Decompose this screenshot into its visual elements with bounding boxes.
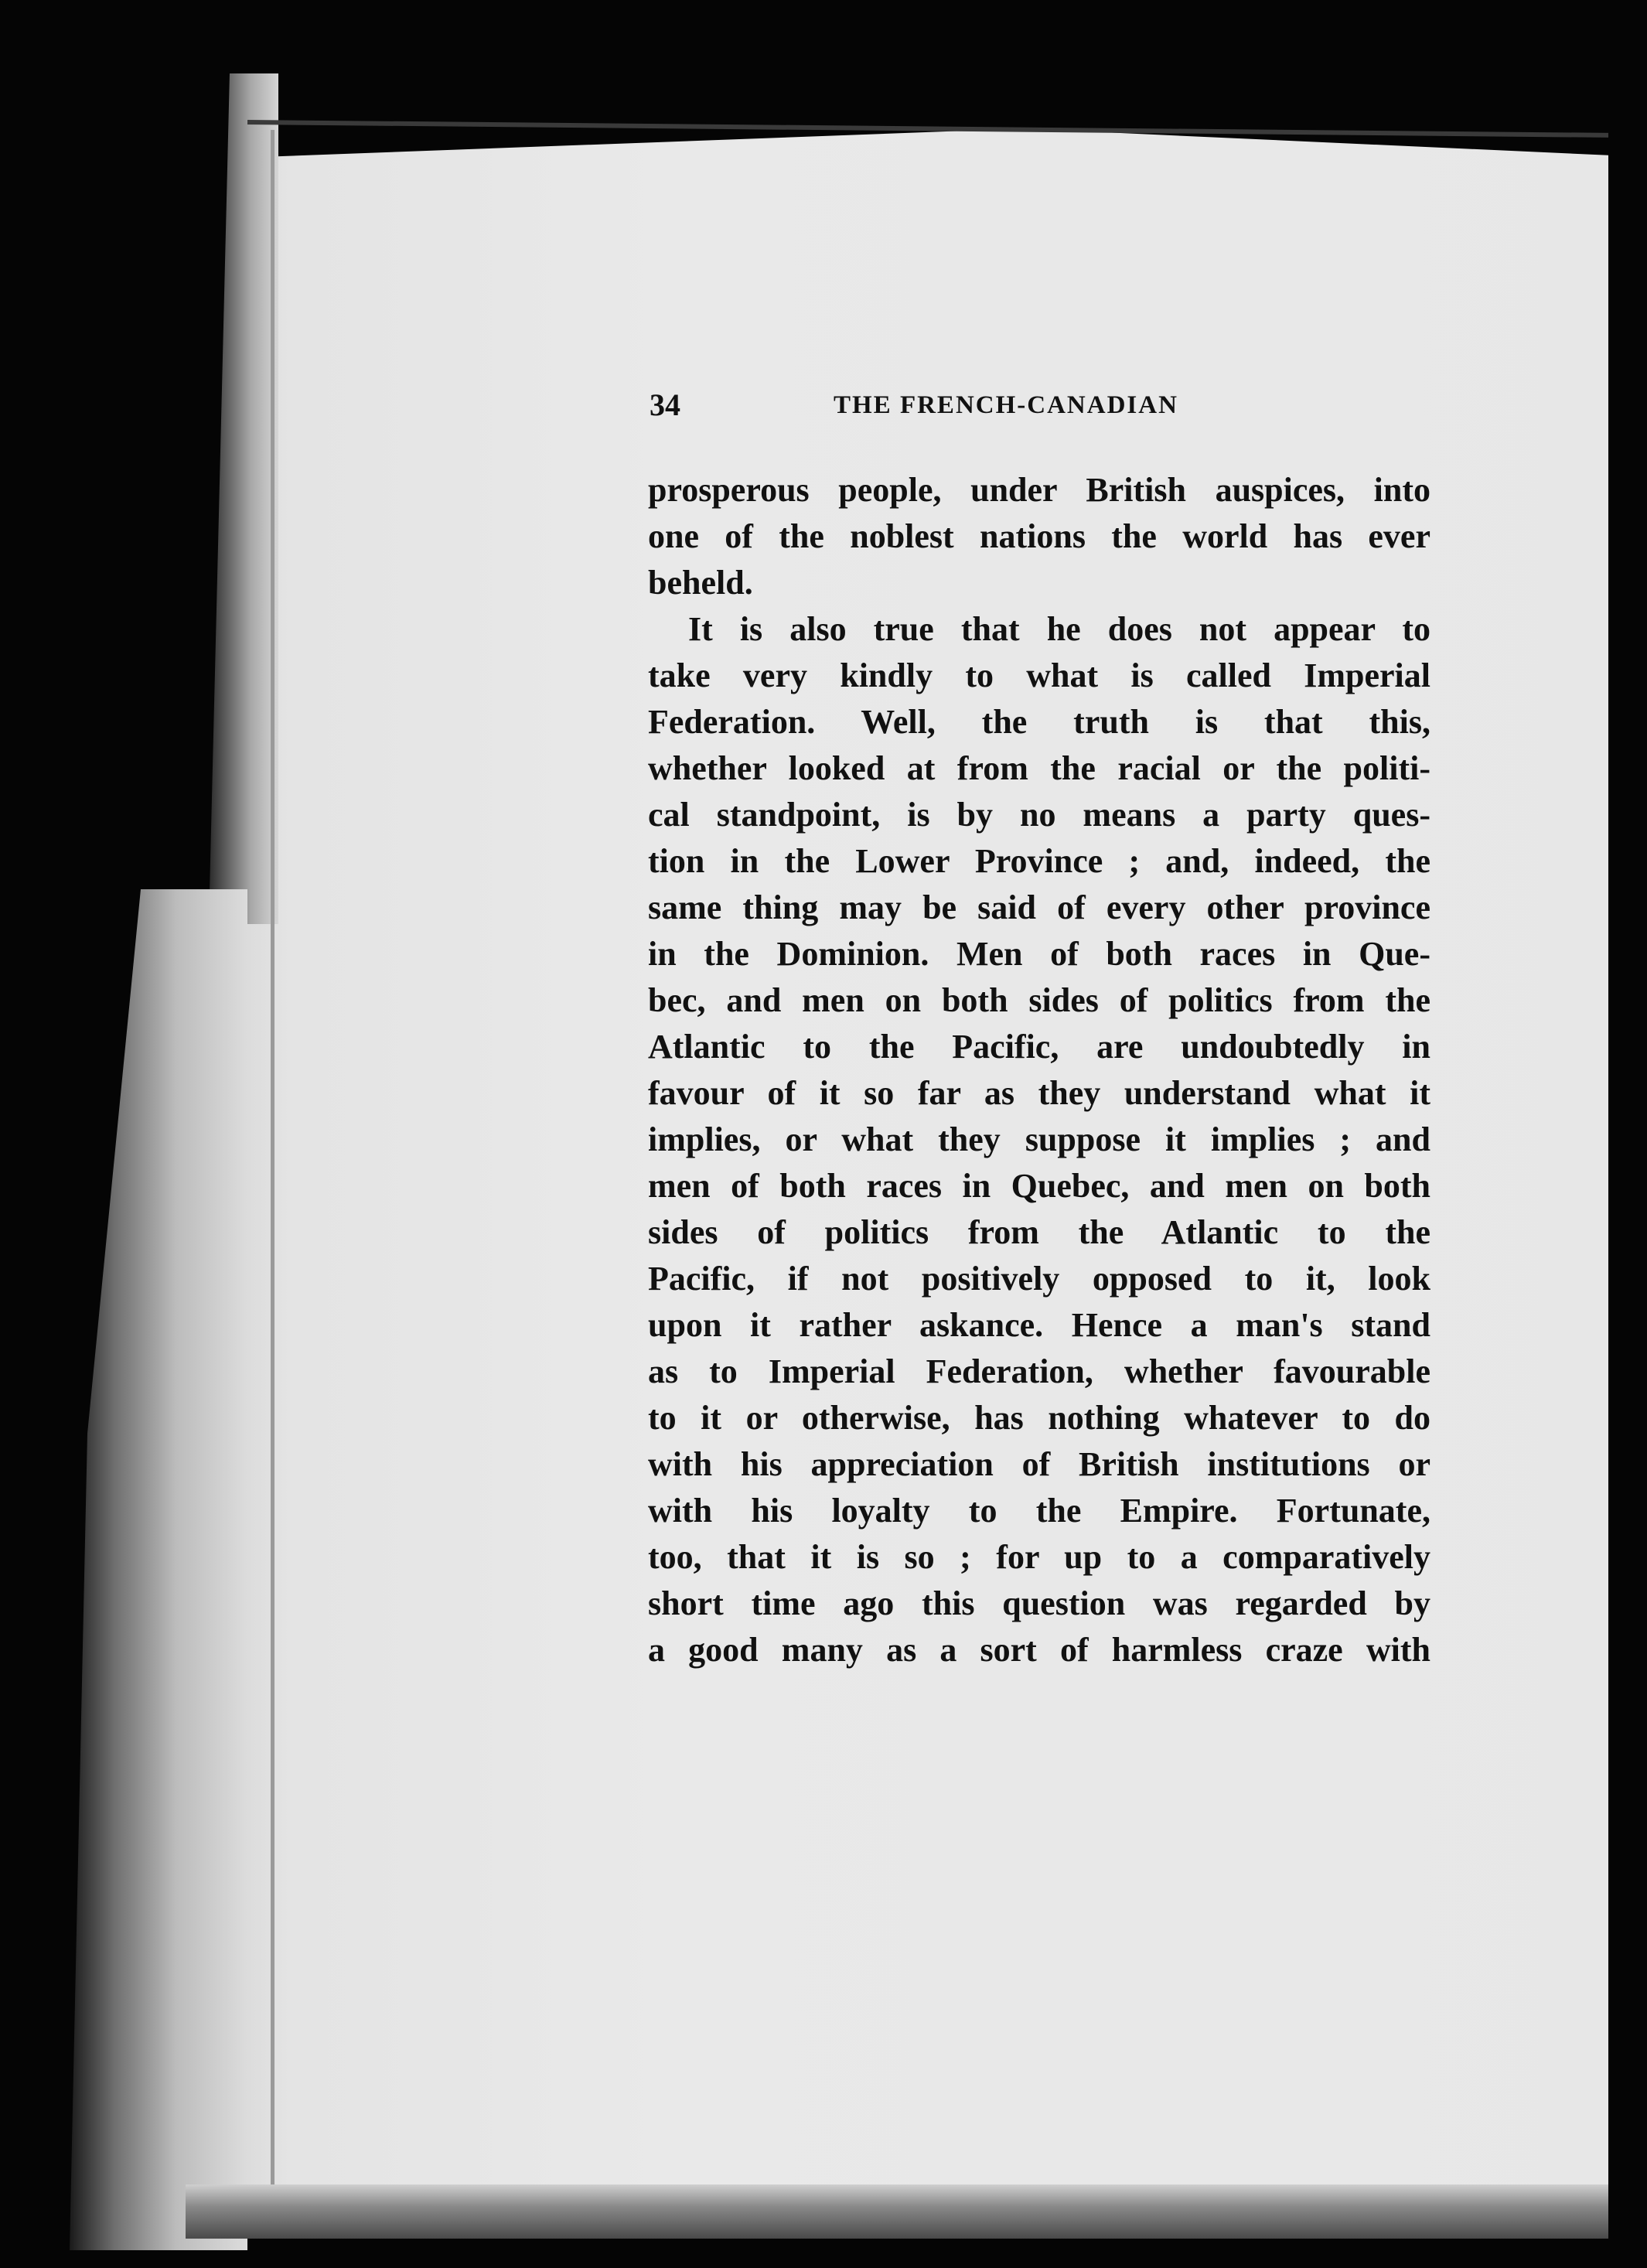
text-line: Atlantic to the Pacific, are undoubtedly in <box>648 1028 1430 1066</box>
text-line: take very kindly to what is called Imperial <box>648 657 1430 694</box>
page-curl-bottom <box>70 889 247 2250</box>
page-content <box>648 387 1437 1673</box>
text-line: in the Dominion. Men of both races in Que- <box>648 935 1430 973</box>
text-line: men of both races in Quebec, and men on both <box>648 1167 1430 1205</box>
text-line: favour of it so far as they understand what it <box>648 1074 1430 1112</box>
text-line: to it or otherwise, has nothing whatever to do <box>648 1399 1430 1437</box>
text-line: cal standpoint, is by no means a party ques- <box>648 796 1430 834</box>
text-line: prosperous people, under British auspices, into <box>648 471 1430 509</box>
paragraph-2 <box>648 606 1437 1673</box>
text-line: Pacific, if not positively opposed to it, look <box>648 1260 1430 1298</box>
paragraph-1 <box>648 467 1437 606</box>
text-line: too, that it is so ; for up to a comparatively <box>648 1538 1430 1576</box>
body-text <box>648 467 1437 1673</box>
running-title: THE FRENCH-CANADIAN <box>834 391 1178 419</box>
page-edge-bottom <box>186 2184 1647 2239</box>
text-line: as to Imperial Federation, whether favourable <box>648 1352 1430 1390</box>
text-line: a good many as a sort of harmless craze with <box>648 1631 1430 1669</box>
page-edge-left <box>271 130 274 2218</box>
text-line: whether looked at from the racial or the politi- <box>648 749 1430 787</box>
text-line: one of the noblest nations the world has ever <box>648 517 1430 555</box>
text-line: implies, or what they suppose it implies ; and <box>648 1120 1430 1158</box>
text-line: beheld. <box>648 564 753 602</box>
text-line: with his loyalty to the Empire. Fortunate, <box>648 1492 1430 1530</box>
text-line: same thing may be said of every other province <box>648 888 1430 926</box>
text-line: short time ago this question was regarded by <box>648 1584 1430 1622</box>
text-line: upon it rather askance. Hence a man's stand <box>648 1306 1430 1344</box>
text-line: Federation. Well, the truth is that this, <box>648 703 1430 741</box>
text-line: It is also true that he does not appear to <box>688 610 1430 648</box>
text-line: with his appreciation of British institutions or <box>648 1445 1430 1483</box>
text-line: bec, and men on both sides of politics from the <box>648 981 1430 1019</box>
text-line: sides of politics from the Atlantic to the <box>648 1213 1430 1251</box>
page-curl-top <box>209 73 278 924</box>
running-head <box>648 387 1437 433</box>
text-line: tion in the Lower Province ; and, indeed, the <box>648 842 1430 880</box>
scan-border-right <box>1608 0 1647 2268</box>
page-number: 34 <box>650 387 680 422</box>
